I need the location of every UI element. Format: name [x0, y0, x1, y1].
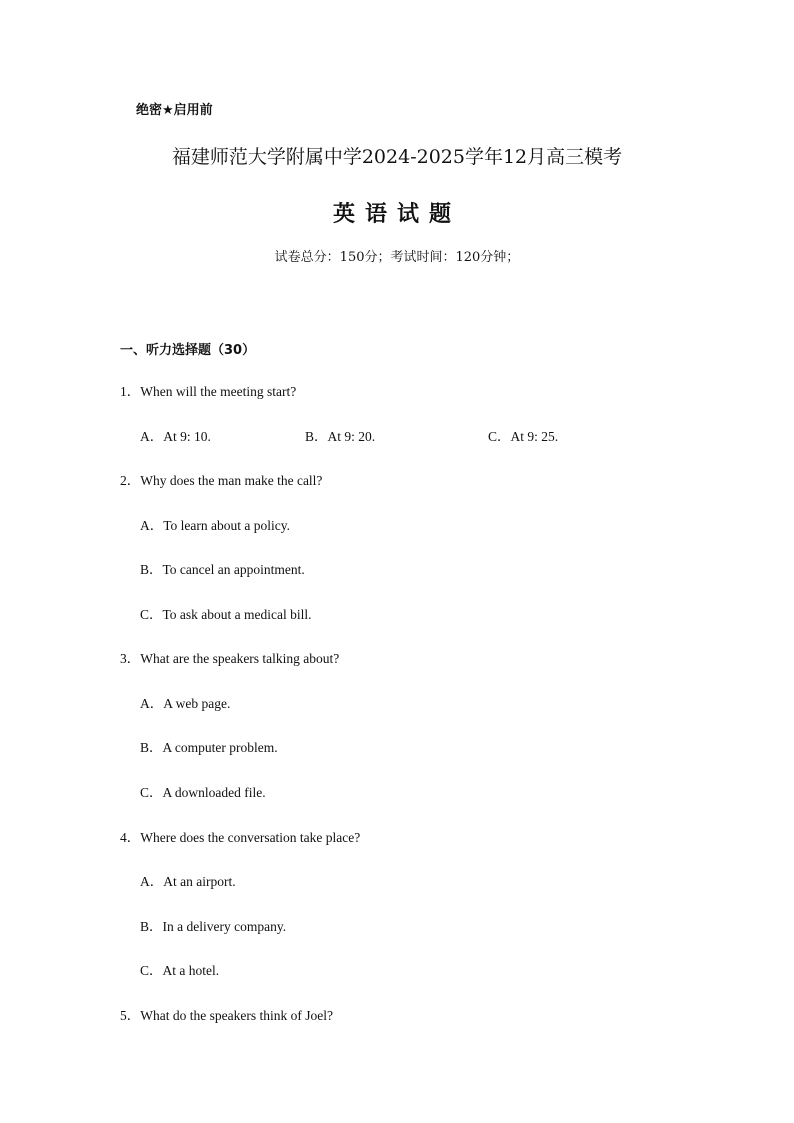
question-5: 5．What do the speakers think of Joel?: [120, 1008, 333, 1023]
question-1: 1．When will the meeting start?: [120, 384, 297, 399]
q4-option-b: B．In a delivery company.: [140, 919, 287, 934]
q1-option-c: C．At 9: 25.: [488, 429, 559, 444]
q3-option-c: C．A downloaded file.: [140, 785, 266, 800]
q2-option-b: B．To cancel an appointment.: [140, 562, 305, 577]
question-3: 3．What are the speakers talking about?: [120, 651, 340, 666]
q1-option-a: A．At 9: 10.: [140, 429, 211, 444]
q4-option-a: A．At an airport.: [140, 874, 236, 889]
confidential-label: 绝密★启用前: [136, 103, 213, 118]
q1-option-b: B．At 9: 20.: [305, 429, 376, 444]
q3-option-b: B．A computer problem.: [140, 740, 278, 755]
question-4: 4．Where does the conversation take place?: [120, 830, 361, 845]
exam-info: 试卷总分：150分；考试时间：120分钟；: [274, 250, 520, 265]
section-title: 一、听力选择题（30）: [120, 343, 256, 358]
q2-option-c: C．To ask about a medical bill.: [140, 607, 312, 622]
school-title: 福建师范大学附属中学2024-2025学年12月高三模考: [171, 146, 623, 168]
q2-option-a: A．To learn about a policy.: [140, 518, 291, 533]
subject-title: 英语试题: [332, 202, 461, 227]
q3-option-a: A．A web page.: [140, 696, 231, 711]
q4-option-c: C．At a hotel.: [140, 963, 220, 978]
question-2: 2．Why does the man make the call?: [120, 473, 323, 488]
